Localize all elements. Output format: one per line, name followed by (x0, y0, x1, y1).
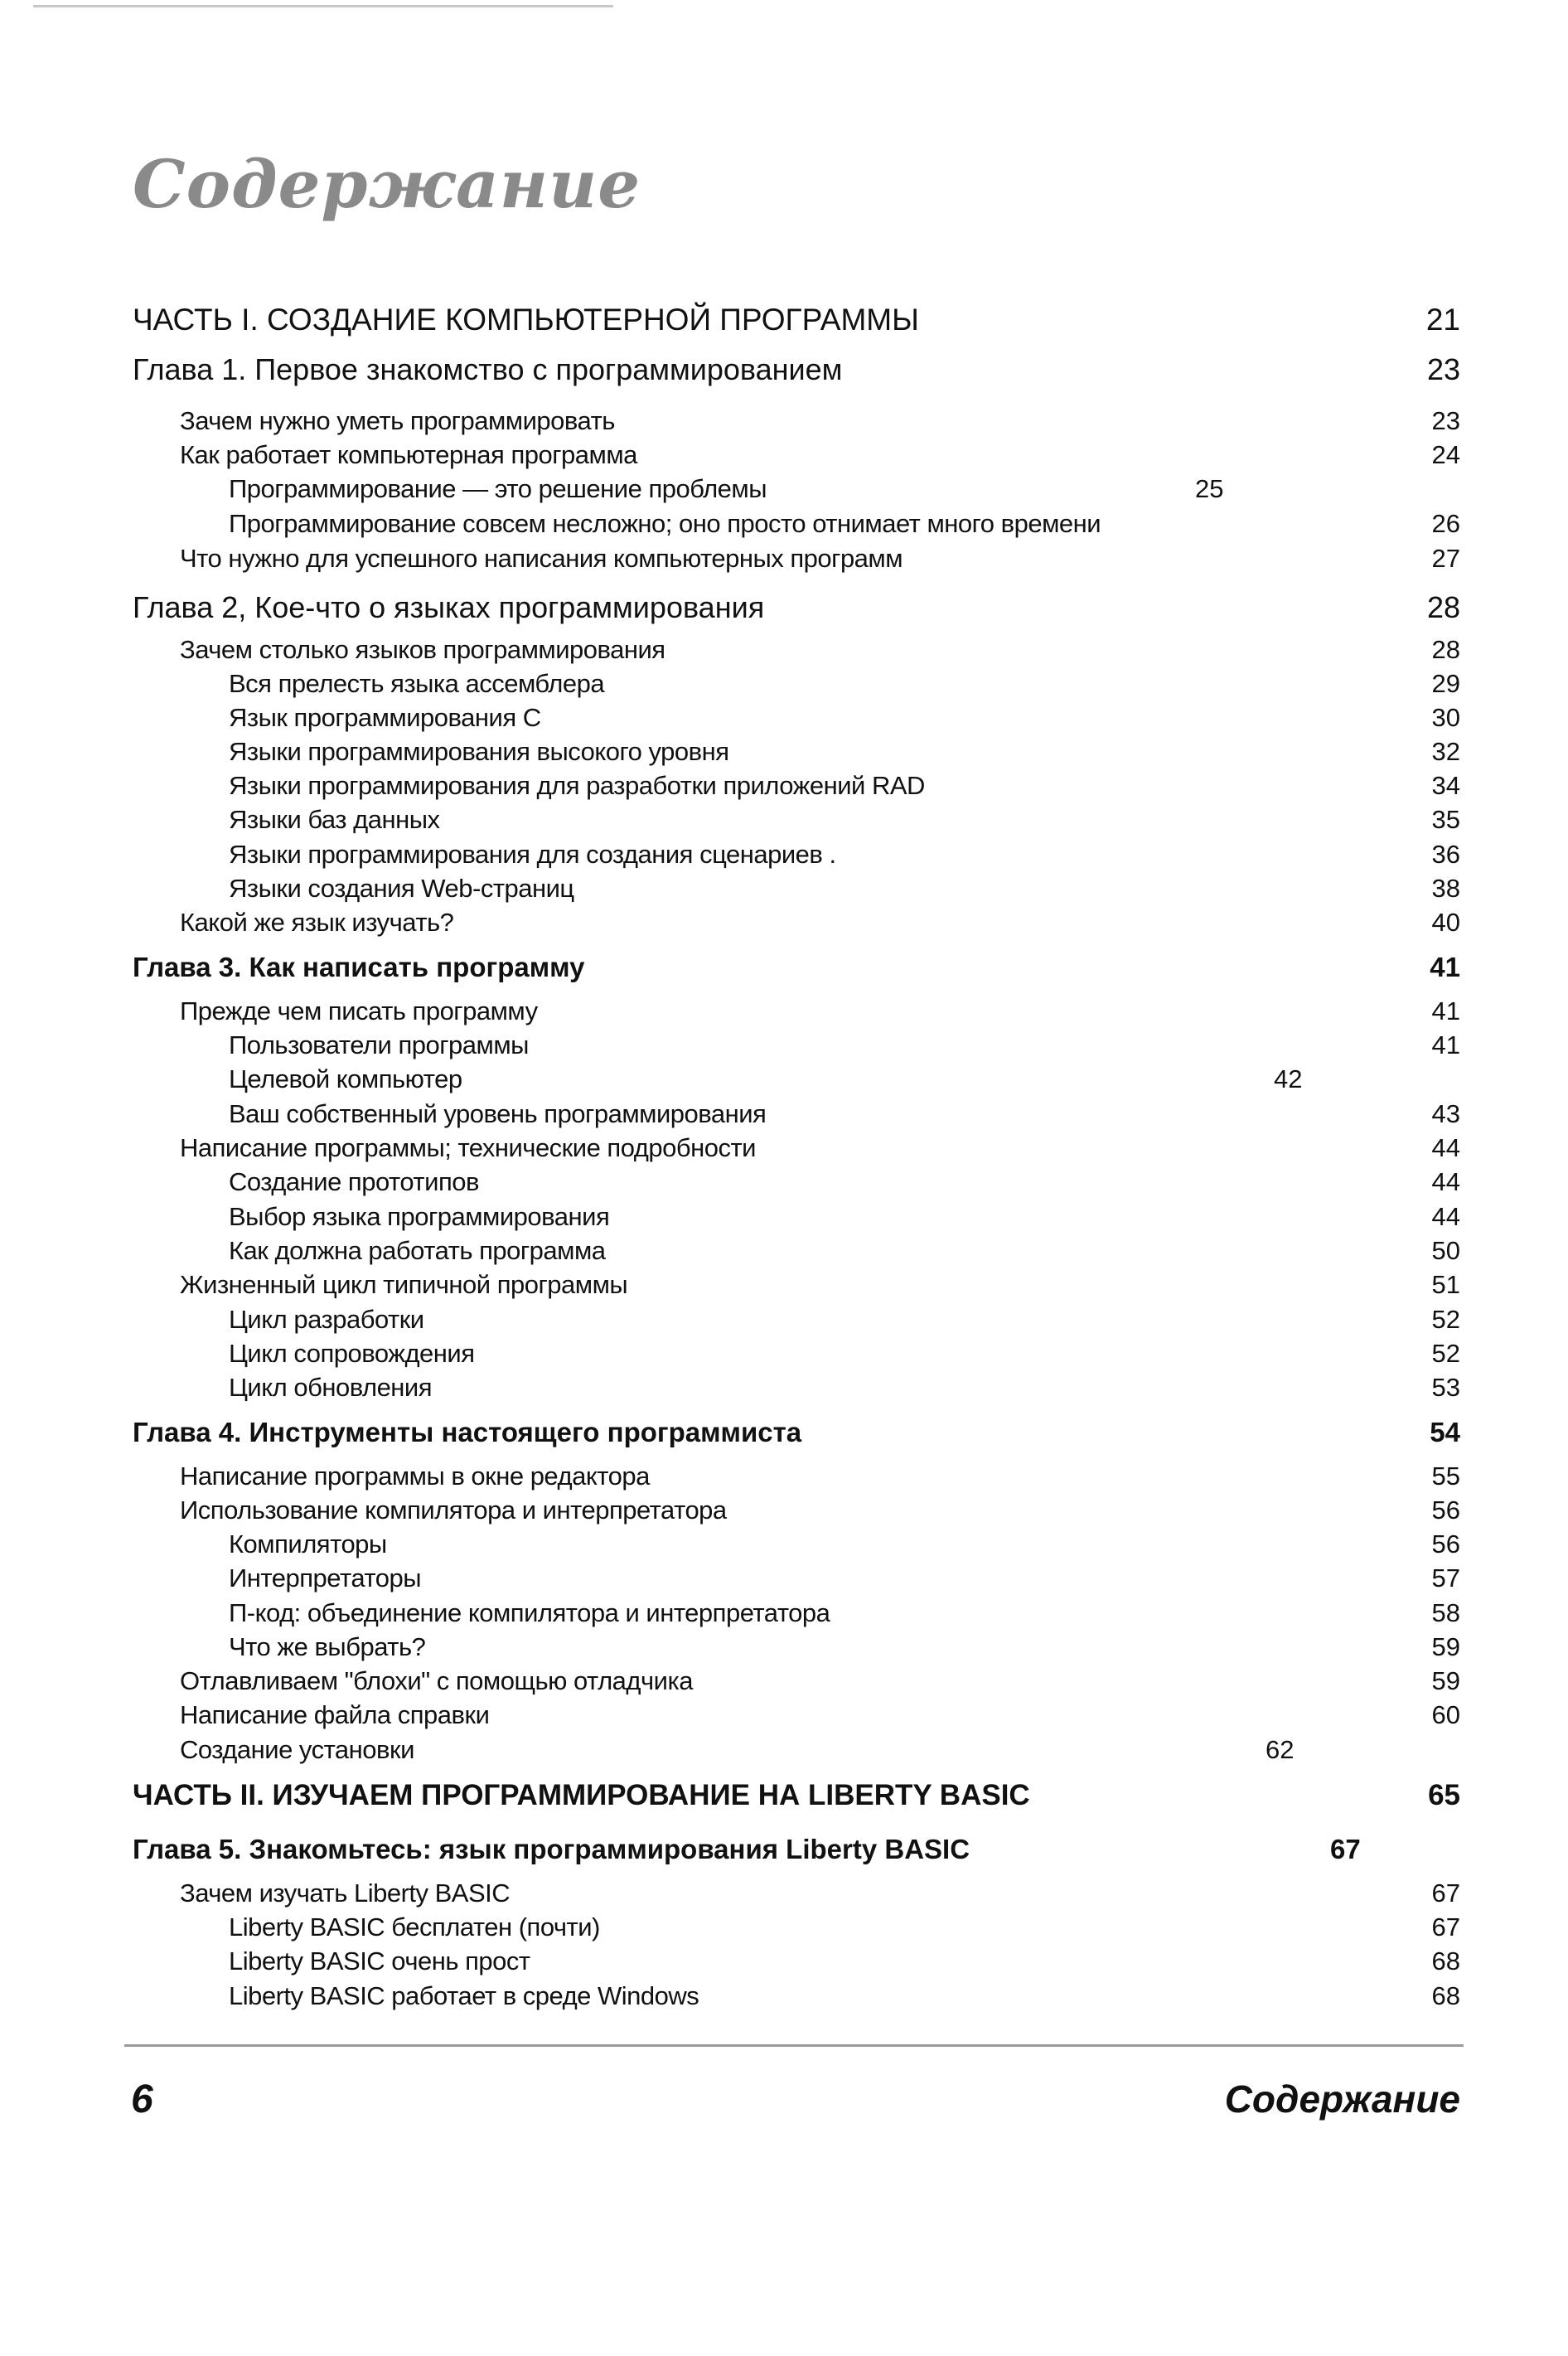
toc-entry-title: Написание файла справки (180, 1700, 490, 1729)
toc-entry-page: 67 (1330, 1834, 1361, 1864)
toc-entry (0, 1030, 1568, 1067)
toc-entry-page: 28 (1426, 590, 1460, 624)
toc-entry-page: 56 (1431, 1496, 1460, 1525)
toc-entry-title: Программирование совсем несложно; оно просто отнимает много времени (229, 509, 1101, 538)
toc-entry-title: Liberty BASIC работает в среде Windows (229, 1981, 699, 2010)
toc-entry-title: Цикл сопровождения (229, 1339, 475, 1368)
toc-entry-title: Что же выбрать? (229, 1632, 426, 1661)
toc-entry-title: Цикл обновления (229, 1373, 433, 1402)
toc-entry-page: 52 (1431, 1305, 1460, 1334)
toc-entry (0, 703, 1568, 739)
toc-entry-title: Зачем изучать Liberty BASIC (180, 1878, 511, 1908)
toc-entry-title: Язык программирования С (229, 703, 541, 732)
toc-entry-page: 21 (1425, 303, 1460, 337)
toc-entry-page: 56 (1431, 1529, 1460, 1559)
toc-entry-title: Интерпретаторы (229, 1563, 421, 1592)
running-footer-title: Содержание (1224, 2077, 1460, 2121)
toc-entry (0, 1305, 1568, 1341)
toc-entry-title: Языки программирования для создания сценариев . (229, 840, 836, 869)
toc-entry (0, 1339, 1568, 1375)
toc-entry-title: Языки создания Web-страниц (229, 874, 574, 903)
toc-entry-page: 52 (1431, 1339, 1460, 1368)
toc-entry-page: 57 (1431, 1563, 1460, 1592)
toc-entry (0, 1417, 1568, 1453)
toc-entry-title: Глава 4. Инструменты настоящего программиста (133, 1417, 802, 1447)
toc-entry (0, 1834, 1568, 1870)
toc-entry-page: 25 (1195, 474, 1224, 503)
toc-entry-title: Зачем столько языков программирования (180, 635, 665, 664)
toc-entry-page: 58 (1431, 1598, 1460, 1627)
toc-entry-page: 44 (1431, 1133, 1460, 1162)
toc-entry-page: 53 (1431, 1373, 1460, 1402)
toc-entry (0, 1878, 1568, 1915)
toc-entry (0, 590, 1568, 627)
toc-entry-title: Глава 1. Первое знакомство с программированием (133, 352, 843, 386)
toc-entry-page: 54 (1430, 1417, 1460, 1447)
toc-entry-title: Языки программирования высокого уровня (229, 737, 729, 766)
toc-entry-page: 62 (1266, 1735, 1295, 1764)
toc-entry (0, 805, 1568, 841)
toc-entry-title: Создание установки (180, 1735, 414, 1764)
toc-entry-title: Как работает компьютерная программа (180, 440, 637, 469)
toc-entry-page: 55 (1431, 1462, 1460, 1491)
toc-entry (0, 1779, 1568, 1815)
top-rule (33, 5, 613, 7)
toc-entry (0, 1946, 1568, 1983)
toc-entry-title: Написание программы; технические подробности (180, 1133, 756, 1162)
toc-entry-page: 65 (1428, 1779, 1460, 1811)
toc-entry (0, 1099, 1568, 1136)
toc-entry (0, 1496, 1568, 1532)
toc-entry-title: Жизненный цикл типичной программы (180, 1270, 628, 1299)
toc-entry-page: 36 (1431, 840, 1460, 869)
toc-entry-page: 27 (1431, 544, 1460, 573)
toc-entry (0, 1270, 1568, 1306)
toc-entry-page: 51 (1431, 1270, 1460, 1299)
toc-entry-page: 41 (1431, 996, 1460, 1025)
toc-entry-title: Целевой компьютер (229, 1064, 462, 1093)
toc-entry-page: 41 (1430, 952, 1460, 982)
toc-entry-page: 44 (1431, 1167, 1460, 1196)
toc-entry-page: 23 (1431, 406, 1460, 435)
toc-entry (0, 1373, 1568, 1409)
toc-entry-title: Языки программирования для разработки приложений RAD (229, 771, 925, 800)
toc-entry-title: Liberty BASIC бесплатен (почти) (229, 1912, 600, 1942)
toc-entry (0, 908, 1568, 944)
toc-entry (0, 303, 1568, 339)
toc-entry-title: Глава 5. Знакомьтесь: язык программирования Liberty BASIC (133, 1834, 970, 1864)
toc-entry (0, 1167, 1568, 1204)
toc-entry (0, 1735, 1568, 1772)
toc-entry (0, 406, 1568, 443)
toc-entry-page: 59 (1431, 1632, 1460, 1661)
toc-entry (0, 635, 1568, 671)
toc-entry-page: 40 (1431, 908, 1460, 937)
toc-entry-title: Выбор языка программирования (229, 1202, 610, 1231)
toc-entry-page: 34 (1431, 771, 1460, 800)
toc-entry (0, 1064, 1568, 1101)
toc-entry (0, 1912, 1568, 1949)
toc-entry-page: 50 (1431, 1236, 1460, 1265)
toc-entry-title: ЧАСТЬ I. СОЗДАНИЕ КОМПЬЮТЕРНОЙ ПРОГРАММЫ (133, 303, 919, 337)
toc-entry-page: 67 (1431, 1878, 1460, 1908)
toc-entry-title: Вся прелесть языка ассемблера (229, 669, 605, 698)
toc-entry-page: 32 (1431, 737, 1460, 766)
toc-entry-title: Использование компилятора и интерпретатора (180, 1496, 727, 1525)
toc-entry-title: П-код: объединение компилятора и интерпретатора (229, 1598, 830, 1627)
toc-entry-title: Отлавливаем "блохи" с помощью отладчика (180, 1666, 693, 1695)
toc-entry (0, 840, 1568, 876)
page-number: 6 (131, 2077, 153, 2121)
toc-entry (0, 1632, 1568, 1669)
toc-entry-page: 59 (1431, 1666, 1460, 1695)
toc-entry (0, 474, 1568, 511)
toc-entry-page: 41 (1431, 1030, 1460, 1059)
toc-entry (0, 1202, 1568, 1239)
toc-entry-title: Языки баз данных (229, 805, 440, 834)
toc-entry-title: Глава 3. Как написать программу (133, 952, 585, 982)
toc-entry (0, 1236, 1568, 1273)
toc-entry-title: Пользователи программы (229, 1030, 529, 1059)
toc-entry (0, 1529, 1568, 1566)
toc-entry (0, 1981, 1568, 2018)
toc-entry-title: Зачем нужно уметь программировать (180, 406, 615, 435)
toc-entry (0, 440, 1568, 477)
toc-entry-page: 68 (1431, 1946, 1460, 1975)
toc-entry-page: 67 (1431, 1912, 1460, 1942)
toc-entry-page: 29 (1431, 669, 1460, 698)
toc-entry-title: Компиляторы (229, 1529, 387, 1559)
toc-entry-title: Цикл разработки (229, 1305, 424, 1334)
toc-entry-title: ЧАСТЬ II. ИЗУЧАЕМ ПРОГРАММИРОВАНИЕ НА LIBERTY BASIC (133, 1779, 1030, 1811)
page-heading: Содержание (133, 145, 641, 223)
toc-entry-title: Создание прототипов (229, 1167, 479, 1196)
toc-entry (0, 1700, 1568, 1737)
toc-entry-page: 26 (1431, 509, 1460, 538)
footer-rule (124, 2044, 1464, 2047)
toc-entry (0, 874, 1568, 910)
toc-entry (0, 1462, 1568, 1498)
toc-entry-title: Прежде чем писать программу (180, 996, 538, 1025)
toc-entry-title: Как должна работать программа (229, 1236, 606, 1265)
toc-entry-title: Программирование — это решение проблемы (229, 474, 767, 503)
toc-entry-page: 30 (1431, 703, 1460, 732)
toc-entry (0, 509, 1568, 545)
toc-entry (0, 1563, 1568, 1600)
toc-entry-title: Liberty BASIC очень прост (229, 1946, 530, 1975)
toc-entry (0, 1598, 1568, 1635)
toc-entry (0, 996, 1568, 1033)
toc-entry (0, 669, 1568, 705)
toc-entry-page: 68 (1431, 1981, 1460, 2010)
toc-entry (0, 544, 1568, 580)
toc-entry-page: 28 (1431, 635, 1460, 664)
toc-entry-page: 23 (1426, 352, 1460, 386)
toc-entry (0, 737, 1568, 773)
toc-entry (0, 352, 1568, 389)
toc-entry-page: 60 (1431, 1700, 1460, 1729)
toc-entry-title: Ваш собственный уровень программирования (229, 1099, 767, 1128)
toc-entry (0, 1133, 1568, 1170)
toc-entry (0, 771, 1568, 807)
toc-entry-page: 43 (1431, 1099, 1460, 1128)
toc-entry (0, 1666, 1568, 1703)
toc-entry-page: 35 (1431, 805, 1460, 834)
toc-entry-title: Какой же язык изучать? (180, 908, 454, 937)
toc-entry-page: 38 (1431, 874, 1460, 903)
toc-entry-title: Написание программы в окне редактора (180, 1462, 650, 1491)
toc-entry (0, 952, 1568, 988)
toc-entry-title: Что нужно для успешного написания компьютерных программ (180, 544, 903, 573)
toc-entry-page: 42 (1274, 1064, 1303, 1093)
toc-entry-page: 24 (1431, 440, 1460, 469)
toc-entry-title: Глава 2, Кое-что о языках программирования (133, 590, 765, 624)
toc-entry-page: 44 (1431, 1202, 1460, 1231)
